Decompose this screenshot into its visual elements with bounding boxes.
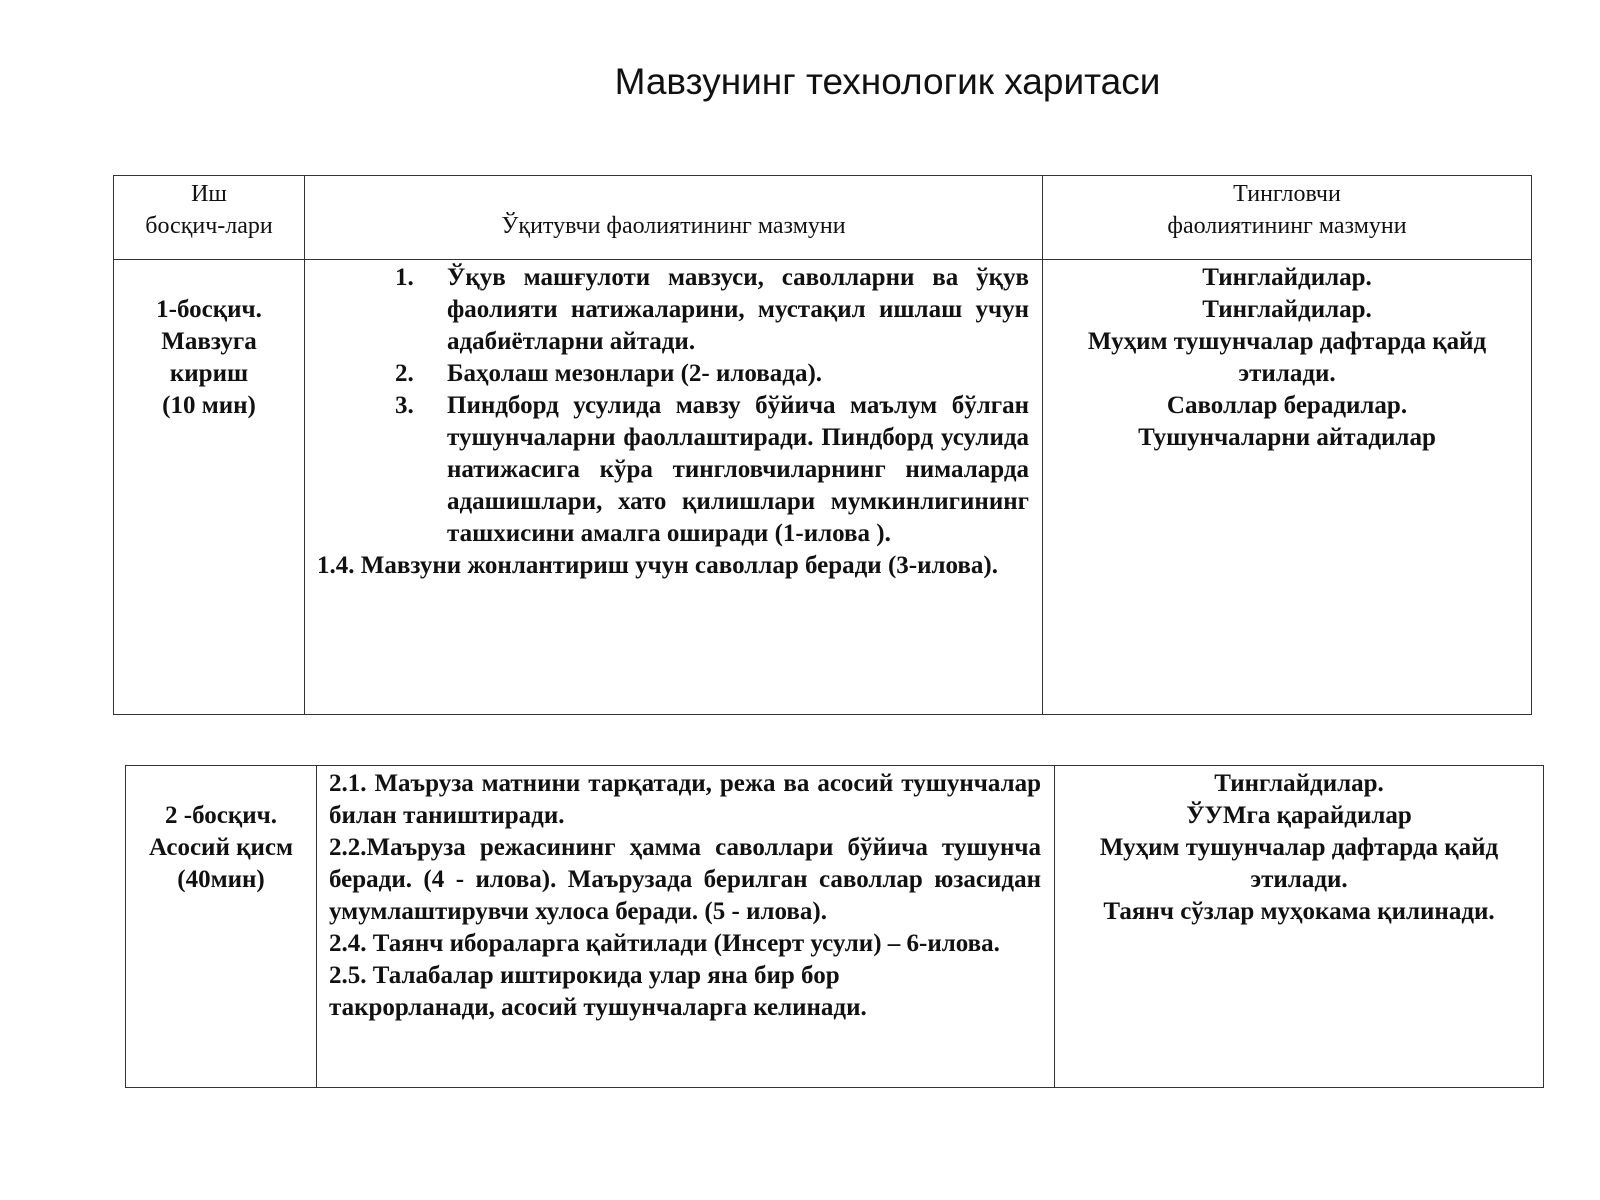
table-row-stage1 [114, 260, 1532, 715]
header-stages [114, 176, 305, 260]
list-item-text: Пиндборд усулида мавзу бўйича маълум бўлган тушунчаларни фаоллаштиради. Пиндборд усулида натижасига кўра тингловчиларнинг нималарда адашишлари, хато қилишлари мумкинлигининг ташхисини амалга оширади (1-илова ). [447, 392, 1029, 547]
technology-map-table-1 [113, 175, 1532, 715]
header-learner-line2: фаолиятининг мазмуни [1167, 213, 1407, 239]
stage2-teacher-item: 2.1. Маърузa матнини тарқатади, режа ва асосий тушунчалар билан таништиради. [329, 770, 1041, 829]
stage1-learner-activity [1043, 260, 1532, 715]
list-item-text: Баҳолаш мезонлари (2- иловада). [447, 360, 823, 387]
header-learner-line1: Тингловчи [1233, 181, 1341, 207]
stage1-label-line3: кириш [169, 360, 249, 387]
stage2-learner-line2: ЎУМга қарайдилар [1186, 802, 1412, 829]
stage2-label-line1: 2 -босқич. [165, 802, 277, 829]
stage1-teacher-extra: 1.4. Мавзуни жонлантириш учун саволлар беради (3-илова). [317, 552, 998, 579]
stage2-label [126, 766, 317, 1088]
stage2-label-line2: Асосий қисм [148, 834, 294, 861]
header-stages-line1: Иш [191, 181, 227, 207]
stage1-label-line1: 1-босқич. [156, 296, 262, 323]
stage2-learner-activity [1055, 766, 1544, 1088]
stage1-teacher-activity [305, 260, 1043, 715]
list-item [395, 390, 1029, 550]
stage1-label-line2: Мавзуга [161, 328, 257, 355]
stage2-teacher-item: 2.4. Таянч ибораларга қайтилади (Инсерт усули) – 6-илова. [329, 930, 1000, 957]
stage2-teacher-activity [317, 766, 1055, 1088]
stage1-label [114, 260, 305, 715]
page-title: Мавзунинг технологик харитаси [614, 61, 1161, 102]
technology-map-table-2 [125, 765, 1544, 1088]
stage1-steps-list [317, 262, 1029, 550]
table-header-row [114, 176, 1532, 260]
stage2-teacher-item: 2.5. Талабалар иштирокида улар яна бир бор такрорланади, асосий тушунчаларга келинади. [329, 962, 867, 1021]
list-item-number: 1. [395, 264, 414, 291]
list-item [395, 358, 1029, 390]
stage1-learner-line2: Тинглайдилар. [1202, 296, 1372, 323]
stage2-label-line3: (40мин) [177, 866, 265, 893]
stage1-learner-line5: Тушунчаларни айтадилар [1138, 424, 1436, 451]
stage1-learner-line1: Тинглайдилар. [1202, 264, 1372, 291]
list-item-text: Ўқув машғулоти мавзуси, саволларни ва ўқув фаолияти натижаларини, мустақил ишлаш учун адабиётларни айтади. [447, 264, 1029, 355]
stage2-teacher-item: 2.2.Маъруза режасининг ҳамма саволлари бўйича тушунча беради. (4 - илова). Маърузада берилган саволлар юзасидан умумлаштирувчи хулоса беради. (5 - илова). [329, 834, 1041, 925]
list-item-number: 2. [395, 360, 414, 387]
list-item [395, 262, 1029, 358]
stage2-learner-line4: Таянч сўзлар муҳокама қилинади. [1103, 898, 1495, 925]
stage2-learner-line1: Тинглайдилар. [1214, 770, 1384, 797]
stage1-learner-line3: Муҳим тушунчалар дафтарда қайд этилади. [1087, 328, 1487, 387]
header-learner [1043, 176, 1532, 260]
stage1-label-line4: (10 мин) [162, 392, 256, 419]
stage2-learner-line3: Муҳим тушунчалар дафтарда қайд этилади. [1099, 834, 1499, 893]
header-teacher-label: Ўқитувчи фаолиятининг мазмуни [501, 213, 846, 239]
table-row-stage2 [126, 766, 1544, 1088]
header-stages-line2: босқич-лари [145, 213, 273, 239]
header-teacher [305, 176, 1043, 260]
stage1-learner-line4: Саволлар берадилар. [1166, 392, 1408, 419]
list-item-number: 3. [395, 392, 414, 419]
